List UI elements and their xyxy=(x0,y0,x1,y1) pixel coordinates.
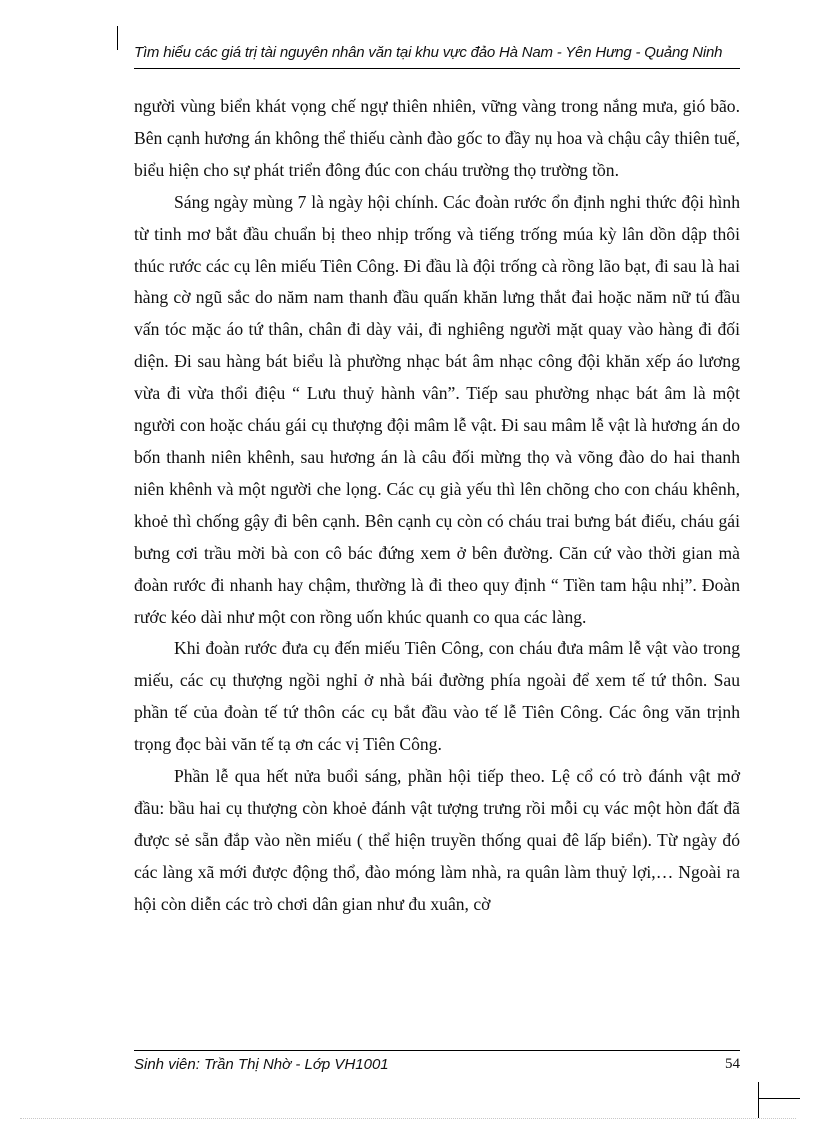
page-number: 54 xyxy=(725,1056,740,1072)
corner-mark-top-left xyxy=(117,26,118,50)
body-text xyxy=(134,91,740,921)
footer-student: Sinh viên: Trần Thị Nhờ - Lớp VH1001 xyxy=(134,1056,389,1073)
footer-rule xyxy=(134,1050,740,1051)
paragraph-3: Khi đoàn rước đưa cụ đến miếu Tiên Công, con cháu đưa mâm lễ vật vào trong miếu, các cụ thượng ngồi nghỉ ở nhà bái đường phía ngoài để xem tế tứ thôn. Sau phần tế của đoàn tế tứ thôn các cụ bắt đầu vào tế lễ Tiên Công. Các ông văn trịnh trọng đọc bài văn tế tạ ơn các vị Tiên Công. xyxy=(134,638,740,755)
page-footer xyxy=(134,1050,740,1080)
header-title: Tìm hiểu các giá trị tài nguyên nhân văn tại khu vực đảo Hà Nam - Yên Hưng - Quảng Ninh xyxy=(134,44,723,61)
paragraph-1: người vùng biển khát vọng chế ngự thiên nhiên, vững vàng trong nắng mưa, gió bão. Bên cạnh hương án không thể thiếu cành đào gốc to đầy nụ hoa và chậu cây thiên tuế, biểu hiện cho sự phát triển đông đúc con cháu trường thọ trường tồn. xyxy=(134,96,740,180)
header-rule xyxy=(134,68,740,69)
corner-mark-bottom-right-horizontal xyxy=(758,1098,800,1099)
paragraph-2: Sáng ngày mùng 7 là ngày hội chính. Các đoàn rước ổn định nghi thức đội hình từ tinh mơ bắt đầu chuẩn bị theo nhịp trống và tiếng trống múa kỳ lân dồn dập thôi thúc rước các cụ lên miếu Tiên Công. Đi đầu là đội trống cà rồng lão bạt, đi sau là hai hàng cờ ngũ sắc do năm nam thanh đầu quấn khăn lưng thắt đai hoặc năm nữ tú đầu vấn tóc mặc áo tứ thân, chân đi dày vải, đi nghiêng người mặt quay vào hàng đi đối diện. Đi sau hàng bát biểu là phường nhạc bát âm nhạc công đội khăn xếp áo lương vừa đi vừa thổi điệu “ Lưu thuỷ hành vân”. Tiếp sau phường nhạc bát âm là một người con hoặc cháu gái cụ thượng đội mâm lễ vật. Đi sau mâm lễ vật là hương án do bốn thanh niên khênh, sau hương án là câu đối mừng thọ và võng đào do hai thanh niên khênh và một người che lọng. Các cụ già yếu thì lên chõng cho con cháu khênh, khoẻ thì chống gậy đi bên cạnh. Bên cạnh cụ còn có cháu trai bưng bát điếu, cháu gái bưng cơi trầu mời bà con cô bác đứng xem ở bên đường. Căn cứ vào thời gian mà đoàn rước đi nhanh hay chậm, thường là đi theo quy định “ Tiền tam hậu nhị”. Đoàn rước kéo dài như một con rồng uốn khúc quanh co qua các làng. xyxy=(134,191,740,627)
corner-mark-bottom-right-vertical xyxy=(758,1082,759,1118)
page-edge-dotted-line xyxy=(20,1118,796,1119)
paragraph-4: Phần lễ qua hết nửa buổi sáng, phần hội tiếp theo. Lệ cổ có trò đánh vật mở đầu: bầu hai cụ thượng còn khoẻ đánh vật tượng trưng rồi mỗi cụ vác một hòn đất đã được sẻ sẵn đắp vào nền miếu ( thể hiện truyền thống quai đê lấp biển). Từ ngày đó các làng xã mới được động thổ, đào móng làm nhà, ra quân làm thuỷ lợi,… Ngoài ra hội còn diễn các trò chơi dân gian như đu xuân, cờ xyxy=(134,766,740,914)
page-header xyxy=(134,44,740,70)
